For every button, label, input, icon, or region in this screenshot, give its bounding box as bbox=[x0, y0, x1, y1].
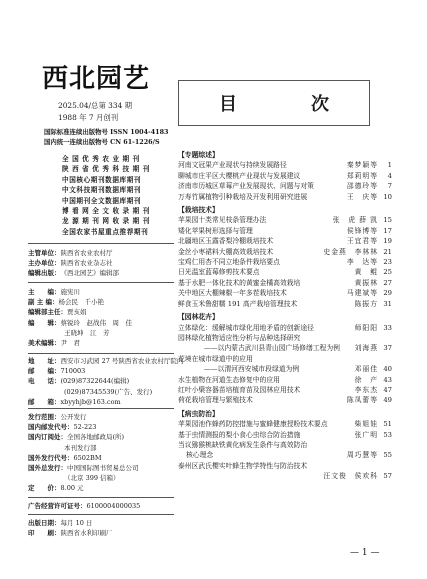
info-value: 贾亥娟 bbox=[67, 308, 87, 317]
toc-entry-title: 立体绿化：缓解城市绿化用地矛盾的创新途径 bbox=[178, 323, 314, 332]
toc-entry[interactable] bbox=[178, 267, 392, 277]
toc-entry-title: 荷花栽培管理与繁殖技术 bbox=[178, 396, 253, 405]
toc-entry-title: 花境在城市绿道中的应用 bbox=[178, 354, 253, 363]
database-item: 中文科技期刊数据库期刊 bbox=[62, 186, 142, 195]
toc-entry-author: 黄振林 bbox=[354, 278, 378, 287]
database-item: 中国期刊全文数据库期刊 bbox=[62, 196, 142, 205]
info-value: 陕西省农业农村厅 bbox=[60, 249, 113, 257]
toc-entry-page: 49 bbox=[383, 396, 392, 405]
info-value: 每月 10 日 bbox=[60, 519, 93, 527]
issn-block bbox=[44, 128, 169, 147]
toc-entry[interactable] bbox=[178, 226, 392, 236]
toc-entry-page: 7 bbox=[387, 182, 392, 191]
toc-entry[interactable] bbox=[178, 215, 392, 225]
toc-entry-title: 日光温室蓝莓修剪技术要点 bbox=[178, 268, 260, 277]
toc-entry-page: 17 bbox=[383, 226, 392, 235]
toc-entry-author: 马建斌等 bbox=[346, 289, 378, 298]
toc-entry[interactable] bbox=[178, 385, 392, 395]
info-row bbox=[28, 397, 178, 407]
info-value: 全国各地邮政局(所) bbox=[67, 433, 125, 442]
toc-entry-title: 关中地区大棚辣椒一年多茬栽培技术 bbox=[178, 289, 287, 298]
toc-entry[interactable] bbox=[178, 450, 392, 460]
toc-entry[interactable] bbox=[178, 375, 392, 385]
info-label: 发行范围： bbox=[28, 413, 61, 421]
toc-entry-author: 王宜君等 bbox=[346, 237, 378, 246]
divider bbox=[28, 243, 174, 244]
info-row bbox=[28, 268, 178, 278]
cn-line: 国内统一连续出版物号 CN 61-1226/S bbox=[44, 137, 160, 146]
info-value: 本刊发行部 bbox=[64, 443, 97, 452]
toc-entry-author: 汪文俊 侯欢科 bbox=[323, 472, 378, 481]
info-row bbox=[28, 463, 178, 473]
divider bbox=[28, 497, 174, 498]
toc-entry[interactable] bbox=[178, 236, 392, 246]
info-value: 《西北园艺》编辑部 bbox=[60, 269, 119, 278]
founded-date: 1988 年 7 月创刊 bbox=[58, 113, 119, 122]
info-row bbox=[28, 258, 178, 268]
toc-entry-page: 27 bbox=[383, 278, 392, 287]
toc-section-heading: 【病虫防治】 bbox=[178, 409, 219, 418]
info-label: 定 价： bbox=[28, 484, 61, 493]
toc-entry-title: 宝鸡仁用杏不同立地条件栽培要点 bbox=[178, 258, 280, 267]
toc-entry-page: 4 bbox=[387, 171, 392, 180]
database-list bbox=[62, 154, 150, 237]
toc-entry-title: 基于虫情测报的梨小食心虫综合防治措施 bbox=[178, 430, 301, 439]
toc-entry-page: 23 bbox=[383, 258, 392, 267]
info-value: 52-223 bbox=[73, 423, 97, 432]
toc-entry-page: 10 bbox=[383, 192, 392, 201]
magazine-logo: 西北园艺 bbox=[42, 64, 151, 94]
toc-entry-author: 侯锋博等 bbox=[346, 226, 378, 235]
toc-entry-page: 25 bbox=[383, 268, 392, 277]
info-value: 710003 bbox=[60, 367, 86, 376]
toc-entry-page: 29 bbox=[383, 289, 392, 298]
info-value: 中国国际图书贸易总公司 bbox=[67, 464, 139, 473]
toc-entry[interactable] bbox=[178, 299, 392, 309]
toc-entry-title: 济南市历城区草莓产业发展现状、问题与对策 bbox=[178, 182, 314, 191]
info-label: 国外总发行： bbox=[28, 464, 67, 473]
toc-entry[interactable] bbox=[178, 160, 392, 170]
toc-entry[interactable] bbox=[178, 419, 392, 429]
toc-entry-author: 徐 产 bbox=[354, 375, 378, 384]
info-value: 杨会民 千小艳 bbox=[58, 298, 105, 307]
info-value: 王晓坤 江 芳 bbox=[64, 328, 110, 337]
divider bbox=[28, 408, 174, 409]
issue-info bbox=[58, 100, 132, 124]
toc-entry[interactable] bbox=[178, 181, 392, 191]
toc-entry-page: 47 bbox=[383, 385, 392, 394]
info-value: (029)87345539(广告、发行) bbox=[64, 387, 153, 396]
toc-entry-author: 李东杰 bbox=[354, 385, 378, 394]
info-row bbox=[28, 248, 178, 258]
toc-entry-title: ——以渭河西安城市段绿道为例 bbox=[204, 365, 300, 374]
info-value: 8.00 元 bbox=[60, 484, 84, 493]
toc-entry[interactable] bbox=[178, 354, 392, 364]
toc-entry-page: 53 bbox=[383, 430, 392, 439]
divider bbox=[28, 353, 174, 354]
toc-entry[interactable] bbox=[178, 461, 392, 471]
info-label: 地 址： bbox=[28, 357, 61, 365]
info-value: 蔡锐玲 赵战伟 周 佳 bbox=[60, 318, 132, 327]
info-label: 广告经营许可证号： bbox=[28, 502, 87, 510]
info-row bbox=[28, 366, 178, 376]
toc-title: 目 次 bbox=[219, 94, 357, 115]
info-value: 6502BM bbox=[73, 453, 102, 462]
toc-entry[interactable] bbox=[178, 323, 392, 333]
publisher-info bbox=[28, 248, 178, 279]
toc-section-heading: 【栽培技术】 bbox=[178, 206, 219, 215]
toc-entry-title: 红叶小檗容器苗培植育苗及园林应用技术 bbox=[178, 385, 301, 394]
toc-entry-author: 张 虎 薛 凯 bbox=[332, 216, 378, 225]
toc-entry-page: 43 bbox=[383, 375, 392, 384]
info-value: xbyyhjb@163.com bbox=[60, 397, 121, 406]
info-label: 国外发行代号： bbox=[28, 453, 74, 462]
toc-entry-page: 15 bbox=[383, 216, 392, 225]
info-label: 国内订阅处： bbox=[28, 433, 67, 442]
toc-entry-title: ——以内蒙古武川县青山园广场修缮工程为例 bbox=[204, 344, 340, 353]
toc-entry-author: 师阳阳 bbox=[354, 323, 378, 332]
database-item: 全 国 优 秀 农 业 期 刊 bbox=[62, 155, 140, 163]
info-label bbox=[28, 443, 64, 453]
info-row bbox=[28, 307, 178, 317]
info-label bbox=[28, 387, 64, 397]
toc-entry-author: 郑莉明等 bbox=[346, 171, 378, 180]
toc-entry-page: 31 bbox=[383, 299, 392, 308]
toc-entry-title: 河南文冠果产业现状与持续发展路径 bbox=[178, 161, 287, 170]
toc-entry-title: 北疆地区玉露香梨冷棚栽培技术 bbox=[178, 237, 274, 246]
toc-entry-title: 聊城市庄平区大樱桃产业现状与发展建议 bbox=[178, 171, 301, 180]
info-label: 电 话： bbox=[28, 377, 61, 386]
info-row bbox=[28, 338, 178, 348]
toc-entry-title: 水生植物在河道生态修复中的应用 bbox=[178, 375, 280, 384]
toc-entry-title: 万寿竹属植物引种栽培及开发利用研究进展 bbox=[178, 192, 308, 201]
ad-license bbox=[28, 501, 178, 511]
info-row bbox=[28, 453, 178, 463]
info-value: 西安市习武园 27 号陕西省农业农村厅院内 bbox=[60, 357, 184, 365]
toc-entry[interactable] bbox=[178, 278, 392, 288]
info-label: 编 辑： bbox=[28, 318, 61, 327]
toc-entry-author: 陈振方 bbox=[354, 299, 378, 308]
toc-section-heading: 【专题综述】 bbox=[178, 151, 219, 159]
toc-entry-title: 金丝小枣裙料大棚高效栽培技术 bbox=[178, 247, 274, 256]
info-row bbox=[28, 483, 178, 493]
toc-entry-title: 基于水肥一体化技术的黄蜜金橘高效栽培 bbox=[178, 278, 301, 287]
toc-entry[interactable] bbox=[178, 364, 392, 374]
table-of-contents bbox=[178, 150, 392, 482]
info-row bbox=[28, 387, 178, 397]
toc-entry-page: 51 bbox=[383, 420, 392, 429]
toc-entry-author: 史金燕 李林林 bbox=[323, 247, 378, 256]
info-value: 施宪川 bbox=[60, 288, 80, 296]
toc-entry-title: 鲜食玉米鲁甜糯 191 高产栽培管理技术 bbox=[178, 299, 298, 308]
toc-entry-page: 21 bbox=[383, 247, 392, 256]
info-row bbox=[28, 501, 178, 511]
toc-entry-title: 矮化苹果树形选择与管理 bbox=[178, 226, 253, 235]
page-number: — 1 — bbox=[350, 548, 380, 558]
database-item: 龙 源 期 刊 网 收 录 期 刊 bbox=[62, 217, 150, 226]
info-row bbox=[28, 528, 178, 538]
database-item: 全国农家书屋重点推荐期刊 bbox=[62, 227, 149, 236]
toc-entry-author: 柴姐娃 bbox=[354, 420, 378, 429]
toc-entry-page: 57 bbox=[383, 472, 392, 481]
toc-entry-page: 40 bbox=[383, 365, 392, 374]
info-row bbox=[28, 318, 178, 328]
info-row bbox=[28, 518, 178, 528]
toc-entry[interactable] bbox=[178, 440, 392, 450]
toc-entry[interactable] bbox=[178, 471, 392, 481]
info-value: （北京 399 信箱） bbox=[64, 474, 120, 483]
info-value: 6100004000035 bbox=[86, 502, 141, 510]
toc-entry-author: 邵德玲等 bbox=[346, 182, 378, 191]
toc-entry-page: 55 bbox=[383, 451, 392, 460]
toc-entry[interactable] bbox=[178, 430, 392, 440]
info-label: 印 刷： bbox=[28, 529, 61, 538]
divider bbox=[28, 514, 174, 515]
toc-entry-author: 秦梦颖等 bbox=[346, 161, 378, 170]
info-row bbox=[28, 376, 178, 386]
toc-entry-page: 19 bbox=[383, 237, 392, 246]
info-row bbox=[28, 297, 178, 307]
info-row bbox=[28, 356, 184, 366]
info-label: 主 编： bbox=[28, 288, 61, 296]
database-item: 博 看 网 全 文 收 录 期 刊 bbox=[62, 207, 150, 216]
info-value: 尹 君 bbox=[60, 339, 80, 348]
editorial-staff bbox=[28, 287, 178, 348]
distribution-info bbox=[28, 412, 178, 494]
toc-entry-title: 苹果园十类常见枝条管理办法 bbox=[178, 216, 267, 225]
toc-entry-author: 王 庆等 bbox=[346, 192, 378, 201]
toc-entry-title: 园林绿化植物适应性分析与品种选择研究 bbox=[178, 333, 301, 342]
info-label: 副 主 编： bbox=[28, 298, 59, 307]
database-item: 陕 西 省 优 秀 科 技 期 刊 bbox=[62, 165, 150, 174]
toc-entry[interactable] bbox=[178, 288, 392, 298]
toc-entry[interactable] bbox=[178, 247, 392, 257]
print-info bbox=[28, 518, 178, 538]
info-label: 编辑出版： bbox=[28, 269, 61, 278]
info-value: (029)87322644(编辑) bbox=[60, 377, 130, 386]
info-row bbox=[28, 443, 178, 453]
divider bbox=[28, 282, 174, 283]
info-label: 主管单位： bbox=[28, 249, 61, 257]
toc-entry-author: 邓丽佳 bbox=[354, 365, 378, 374]
info-label: 出版日期： bbox=[28, 519, 61, 527]
issue-number: 2025.04/总第 334 期 bbox=[58, 101, 133, 110]
database-item: 中国核心期刊数据库期刊 bbox=[62, 175, 142, 184]
toc-entry-title: 当议猕猴桃缺铁黄化病发生条件与高效防治 bbox=[178, 440, 308, 449]
toc-section-heading: 【园林花卉】 bbox=[178, 313, 219, 322]
info-value: 陕西省农业杂志社 bbox=[60, 259, 113, 268]
info-row bbox=[28, 422, 178, 432]
toc-title-box bbox=[178, 80, 370, 126]
info-row bbox=[28, 287, 178, 297]
toc-entry-title: 苹果园池作蜂药防控措施与蜜蜂健康授粉技术要点 bbox=[178, 420, 328, 429]
info-label bbox=[28, 473, 64, 483]
toc-entry[interactable] bbox=[178, 257, 392, 267]
toc-entry-title: 泰州区武氏樱实叶蜂生物学特性与防治技术 bbox=[178, 461, 308, 470]
info-label: 美术编辑： bbox=[28, 339, 61, 348]
info-row bbox=[28, 412, 178, 422]
toc-entry-title: 核心理念 bbox=[186, 451, 214, 460]
info-value: 陕西省水利印刷厂 bbox=[60, 529, 113, 538]
toc-entry[interactable] bbox=[178, 171, 392, 181]
issn-line: 国际标准连续出版物号 ISSN 1004-4183 bbox=[44, 128, 169, 136]
info-label: 邮 箱： bbox=[28, 397, 61, 406]
toc-entry-author: 陈凤蕾等 bbox=[346, 396, 378, 405]
toc-entry-author: 张广明 bbox=[354, 430, 378, 439]
toc-entry[interactable] bbox=[178, 343, 392, 353]
toc-entry[interactable] bbox=[178, 192, 392, 202]
toc-entry[interactable] bbox=[178, 395, 392, 405]
info-row bbox=[28, 473, 178, 483]
toc-entry-author: 黄 鲲 bbox=[354, 268, 378, 277]
toc-entry-author: 李 达等 bbox=[346, 258, 378, 267]
info-label: 编辑部主任： bbox=[28, 308, 67, 317]
toc-entry[interactable] bbox=[178, 333, 392, 343]
info-label: 主办单位： bbox=[28, 259, 61, 268]
info-row bbox=[28, 328, 178, 338]
info-label: 邮 编： bbox=[28, 367, 61, 376]
toc-entry-page: 37 bbox=[383, 344, 392, 353]
info-label: 国内邮发代号： bbox=[28, 423, 74, 432]
toc-entry-author: 周巧慧等 bbox=[346, 451, 378, 460]
info-row bbox=[28, 432, 178, 442]
toc-entry-page: 1 bbox=[387, 161, 392, 170]
info-value: 公开发行 bbox=[60, 413, 87, 421]
contact-info bbox=[28, 356, 184, 407]
info-label bbox=[28, 328, 64, 338]
toc-entry-page: 33 bbox=[383, 323, 392, 332]
toc-entry-author: 刘海燕 bbox=[354, 344, 378, 353]
